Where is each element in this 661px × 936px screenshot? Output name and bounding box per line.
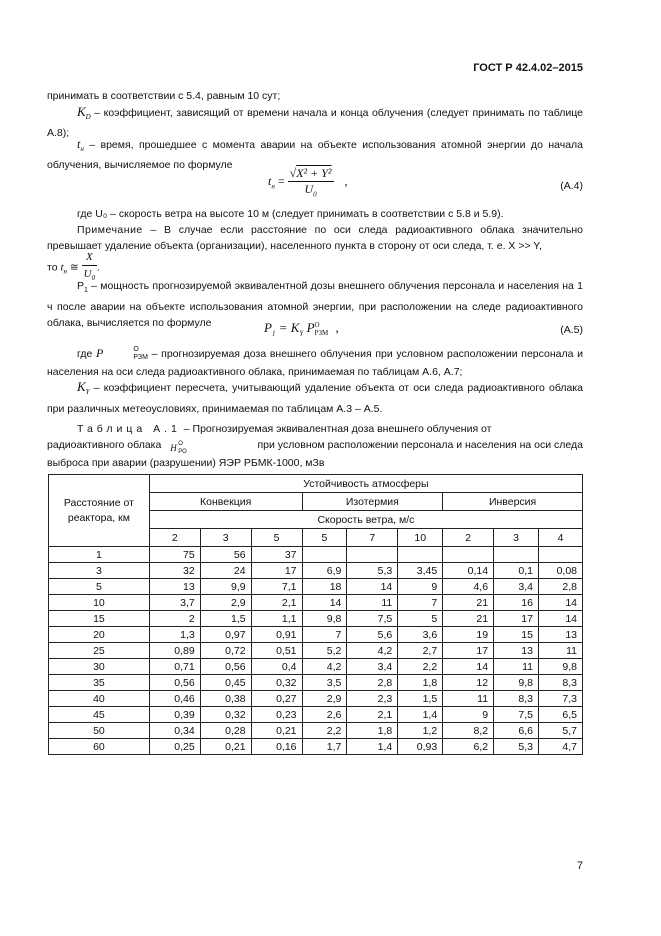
- dose-cell: 1,2: [398, 723, 443, 739]
- dose-cell: 0,25: [149, 739, 200, 755]
- table-caption-line3: выброса при аварии (разрушении) ЯЭР РБМК-1000, мЗв: [47, 457, 325, 469]
- note: [47, 222, 583, 254]
- dose-cell: 0,08: [538, 563, 582, 579]
- dose-cell: 3,4: [347, 659, 398, 675]
- table-row: [49, 611, 583, 627]
- table-row: [49, 707, 583, 723]
- dose-cell: 4,6: [443, 579, 494, 595]
- dose-cell: 3,7: [149, 595, 200, 611]
- dose-cell: 2,1: [347, 707, 398, 723]
- dose-cell: 0,4: [251, 659, 302, 675]
- dose-cell: 8,2: [443, 723, 494, 739]
- dose-cell: 1,4: [347, 739, 398, 755]
- speed-header: Скорость ветра, м/с: [149, 511, 582, 529]
- document-standard-code: ГОСТ Р 42.4.02–2015: [473, 62, 583, 74]
- dose-cell: 1,1: [251, 611, 302, 627]
- formula-a5-lhs: P: [264, 320, 272, 335]
- dose-cell: 2,9: [302, 691, 347, 707]
- table-row: [49, 691, 583, 707]
- table-row: [49, 723, 583, 739]
- dose-cell: 2,3: [347, 691, 398, 707]
- group-header-inversion: Инверсия: [443, 493, 583, 511]
- dose-cell: 19: [443, 627, 494, 643]
- dose-cell: 0,51: [251, 643, 302, 659]
- dose-table: [48, 474, 583, 755]
- formula-a4-numerator: X² + Y²: [296, 166, 332, 180]
- dose-cell: 5: [398, 611, 443, 627]
- paragraph-u0: где U₀ – скорость ветра на высоте 10 м (следует принимать в соответствии с 5.8 и 5.9).: [77, 208, 504, 220]
- dose-cell: 15: [494, 627, 539, 643]
- dose-cell: 7: [398, 595, 443, 611]
- table-row: [49, 675, 583, 691]
- stability-header: Устойчивость атмосферы: [149, 475, 582, 493]
- paragraph-intro: принимать в соответствии с 5.4, равным 10 сут;: [47, 90, 281, 102]
- dose-cell: 24: [200, 563, 251, 579]
- distance-cell: 30: [49, 659, 150, 675]
- distance-cell: 1: [49, 547, 150, 563]
- prz-symbol: P: [96, 346, 104, 360]
- dose-cell: 37: [251, 547, 302, 563]
- dose-cell: 18: [302, 579, 347, 595]
- dose-cell: 8,3: [538, 675, 582, 691]
- table-caption-line2-start: радиоактивного облака: [47, 439, 162, 451]
- prz-sub: РЗМ: [133, 354, 148, 362]
- table-caption-label: Таблица А.1: [77, 423, 181, 435]
- p1-subscript: 1: [84, 287, 88, 295]
- table-row: [49, 579, 583, 595]
- dose-cell: 2,7: [398, 643, 443, 659]
- dose-cell: 2,9: [200, 595, 251, 611]
- formula-a4-den-sub: 0: [313, 190, 317, 199]
- dose-cell: 9,8: [494, 675, 539, 691]
- table-row: [49, 563, 583, 579]
- tn-symbol: t: [77, 137, 81, 151]
- approx-lhs-sub: н: [63, 267, 67, 276]
- dose-cell: 11: [443, 691, 494, 707]
- table-row: [49, 627, 583, 643]
- dose-cell: 56: [200, 547, 251, 563]
- formula-a4-lhs: t: [268, 173, 272, 188]
- prz-where: где: [77, 348, 93, 360]
- speed-cell: 2: [149, 529, 200, 547]
- speed-cell: 5: [251, 529, 302, 547]
- dose-cell: [494, 547, 539, 563]
- dose-cell: 8,3: [494, 691, 539, 707]
- formula-a5-p: P: [306, 320, 315, 335]
- dose-cell: 3,45: [398, 563, 443, 579]
- formula-a5: [264, 320, 339, 338]
- note-text: – В случае если расстояние по оси следа радиоактивного облака значительно превышает удаление объекта (организации), населенного пункта в сторону от оси следа, т. е. X >> Y,: [47, 224, 583, 252]
- dose-cell: 0,46: [149, 691, 200, 707]
- dose-cell: 1,3: [149, 627, 200, 643]
- formula-a5-lhs-sub: 1: [271, 329, 276, 338]
- dose-cell: 32: [149, 563, 200, 579]
- distance-cell: 50: [49, 723, 150, 739]
- dose-cell: [347, 547, 398, 563]
- dose-cell: 0,71: [149, 659, 200, 675]
- dose-cell: [398, 547, 443, 563]
- ky-definition: – коэффициент пересчета, учитывающий удаление объекта от оси следа радиоактивного облака при различных метеоусловиях, принимаемая по таблицам А.3 – А.5.: [47, 382, 583, 416]
- group-header-isothermal: Изотермия: [302, 493, 443, 511]
- distance-cell: 45: [49, 707, 150, 723]
- dose-cell: 0,56: [149, 675, 200, 691]
- dose-cell: 1,5: [200, 611, 251, 627]
- dose-cell: 14: [443, 659, 494, 675]
- approx-denominator: U: [83, 268, 92, 280]
- dist-header: Расстояние от реактора, км: [49, 475, 150, 547]
- dose-cell: 0,91: [251, 627, 302, 643]
- formula-a5-p-sup: О: [314, 321, 320, 330]
- group-header-convection: Конвекция: [149, 493, 302, 511]
- formula-a4-number: (А.4): [560, 180, 583, 192]
- dose-cell: 3,4: [494, 579, 539, 595]
- formula-a5-comma: ,: [335, 320, 339, 335]
- ky-symbol: K: [77, 379, 86, 394]
- distance-cell: 25: [49, 643, 150, 659]
- dose-cell: 0,21: [200, 739, 251, 755]
- dose-cell: 0,32: [200, 707, 251, 723]
- h-symbol: H: [170, 443, 177, 453]
- table-caption-line1: [47, 421, 583, 437]
- table-caption-line2-end: при условном расположении персонала и населения на оси следа: [257, 439, 583, 451]
- dose-cell: 5,3: [494, 739, 539, 755]
- dose-cell: 5,6: [347, 627, 398, 643]
- formula-a4-comma: ,: [344, 173, 348, 188]
- dose-cell: 17: [443, 643, 494, 659]
- dose-cell: 9,8: [302, 611, 347, 627]
- dose-cell: 9,9: [200, 579, 251, 595]
- dose-cell: 2,1: [251, 595, 302, 611]
- dose-cell: 0,23: [251, 707, 302, 723]
- dose-cell: 13: [149, 579, 200, 595]
- dose-cell: 7,5: [347, 611, 398, 627]
- distance-cell: 10: [49, 595, 150, 611]
- note-to: то: [47, 261, 58, 274]
- dose-cell: [443, 547, 494, 563]
- dose-cell: 1,4: [398, 707, 443, 723]
- dose-cell: 11: [538, 643, 582, 659]
- table-row: [49, 595, 583, 611]
- formula-a4-lhs-sub: н: [271, 182, 275, 191]
- paragraph-ky: [47, 378, 583, 418]
- dose-cell: 0,34: [149, 723, 200, 739]
- dose-cell: 0,45: [200, 675, 251, 691]
- dose-cell: 11: [347, 595, 398, 611]
- prz-definition: – прогнозируемая доза внешнего облучения при условном расположении персонала и населения на оси следа радиоактивного облака, принимаемая по таблицам А.6, А.7;: [47, 348, 583, 378]
- speed-cell: 7: [347, 529, 398, 547]
- dose-cell: 2,2: [302, 723, 347, 739]
- dose-cell: 14: [302, 595, 347, 611]
- approx-symbol: ≅: [69, 261, 79, 274]
- dose-cell: 1,7: [302, 739, 347, 755]
- dose-cell: 0,93: [398, 739, 443, 755]
- dose-cell: 3,6: [398, 627, 443, 643]
- dose-cell: 0,38: [200, 691, 251, 707]
- dose-cell: 5,7: [538, 723, 582, 739]
- dose-cell: 2,8: [347, 675, 398, 691]
- dose-cell: 1,5: [398, 691, 443, 707]
- dose-cell: 4,7: [538, 739, 582, 755]
- table-caption-line2: [47, 437, 583, 453]
- kd-symbol: K: [77, 104, 86, 119]
- formula-a4-eq: =: [277, 173, 285, 188]
- tn-definition: – время, прошедшее с момента аварии на объекте использования атомной энергии до начала облучения, вычисляемое по формуле: [47, 139, 583, 172]
- dose-cell: 16: [494, 595, 539, 611]
- dose-cell: 6,2: [443, 739, 494, 755]
- dose-cell: 0,97: [200, 627, 251, 643]
- dose-cell: 0,1: [494, 563, 539, 579]
- distance-cell: 35: [49, 675, 150, 691]
- distance-cell: 5: [49, 579, 150, 595]
- dose-cell: 0,39: [149, 707, 200, 723]
- speed-cell: 4: [538, 529, 582, 547]
- dose-cell: 14: [347, 579, 398, 595]
- dose-cell: 13: [538, 627, 582, 643]
- formula-a5-rhs-sub: Y: [299, 329, 304, 338]
- dose-cell: 0,56: [200, 659, 251, 675]
- dose-cell: 14: [538, 611, 582, 627]
- dose-cell: 6,5: [538, 707, 582, 723]
- dose-cell: 21: [443, 611, 494, 627]
- dose-cell: 9: [398, 579, 443, 595]
- speed-cell: 3: [200, 529, 251, 547]
- dose-cell: 7,5: [494, 707, 539, 723]
- dose-cell: 3,5: [302, 675, 347, 691]
- dose-cell: 6,6: [494, 723, 539, 739]
- dose-cell: 0,28: [200, 723, 251, 739]
- kd-subscript: D: [85, 113, 91, 122]
- dose-cell: 0,16: [251, 739, 302, 755]
- distance-cell: 40: [49, 691, 150, 707]
- tn-subscript: н: [80, 145, 84, 154]
- dose-cell: 17: [251, 563, 302, 579]
- table-row: [49, 643, 583, 659]
- dose-cell: 5,3: [347, 563, 398, 579]
- dose-cell: 14: [538, 595, 582, 611]
- dose-cell: 7: [302, 627, 347, 643]
- table-row: [49, 659, 583, 675]
- distance-cell: 20: [49, 627, 150, 643]
- dose-cell: 1,8: [398, 675, 443, 691]
- h-sub: РО: [178, 449, 187, 455]
- dose-cell: 1,8: [347, 723, 398, 739]
- dose-cell: 7,3: [538, 691, 582, 707]
- speed-cell: 3: [494, 529, 539, 547]
- dose-cell: 13: [494, 643, 539, 659]
- dose-cell: 5,2: [302, 643, 347, 659]
- dose-cell: 2: [149, 611, 200, 627]
- kd-definition: – коэффициент, зависящий от времени начала и конца облучения (следует принимать по таблице А.8);: [47, 107, 583, 140]
- dose-cell: 12: [443, 675, 494, 691]
- prz-sup: О: [133, 346, 139, 354]
- formula-a5-rhs: = K: [278, 320, 300, 335]
- p1-definition: – мощность прогнозируемой эквивалентной дозы внешнего облучения персонала и населения на 1 ч после аварии на объекте использования атомной энергии, при расположении на следе радиоактивного облака, вычисляется по формуле: [47, 280, 583, 330]
- approx-den-sub: 0: [91, 274, 96, 283]
- dose-cell: 2,8: [538, 579, 582, 595]
- p1-symbol: P: [77, 280, 85, 292]
- dose-cell: 17: [494, 611, 539, 627]
- formula-a4: [268, 166, 348, 198]
- formula-a5-number: (А.5): [560, 324, 583, 336]
- dose-cell: 4,2: [302, 659, 347, 675]
- table-caption-text: – Прогнозируемая эквивалентная доза внешнего облучения от: [180, 423, 492, 435]
- dose-cell: [538, 547, 582, 563]
- distance-cell: 60: [49, 739, 150, 755]
- dose-cell: 11: [494, 659, 539, 675]
- dose-cell: [302, 547, 347, 563]
- table-row: [49, 547, 583, 563]
- distance-cell: 3: [49, 563, 150, 579]
- page-number: 7: [576, 860, 583, 872]
- dose-cell: 0,21: [251, 723, 302, 739]
- dose-cell: 0,14: [443, 563, 494, 579]
- dose-cell: 0,89: [149, 643, 200, 659]
- approx-numerator: X: [82, 249, 97, 266]
- dose-cell: 2,2: [398, 659, 443, 675]
- formula-a4-denominator: U: [304, 182, 314, 196]
- dose-cell: 2,6: [302, 707, 347, 723]
- dose-cell: 21: [443, 595, 494, 611]
- paragraph-prz: [47, 344, 583, 381]
- dose-cell: 75: [149, 547, 200, 563]
- h-sup: О: [178, 441, 183, 447]
- approx-lhs: t: [60, 261, 64, 274]
- speed-cell: 10: [398, 529, 443, 547]
- dose-cell: 9,8: [538, 659, 582, 675]
- dose-cell: 0,72: [200, 643, 251, 659]
- formula-a4-fraction: $\frac{\text{√X² + Y²}}{U_0}$: [289, 166, 332, 199]
- speed-cell: 2: [443, 529, 494, 547]
- dose-cell: 6,9: [302, 563, 347, 579]
- approx-end: .: [97, 261, 101, 274]
- speed-cell: 5: [302, 529, 347, 547]
- dose-cell: 0,32: [251, 675, 302, 691]
- table-row: [49, 739, 583, 755]
- formula-a5-p-sub: РЗМ: [314, 329, 329, 338]
- note-label: Примечание: [77, 224, 143, 236]
- dose-cell: 0,27: [251, 691, 302, 707]
- ky-subscript: Y: [85, 388, 90, 397]
- dose-cell: 7,1: [251, 579, 302, 595]
- distance-cell: 15: [49, 611, 150, 627]
- dose-cell: 4,2: [347, 643, 398, 659]
- dose-cell: 9: [443, 707, 494, 723]
